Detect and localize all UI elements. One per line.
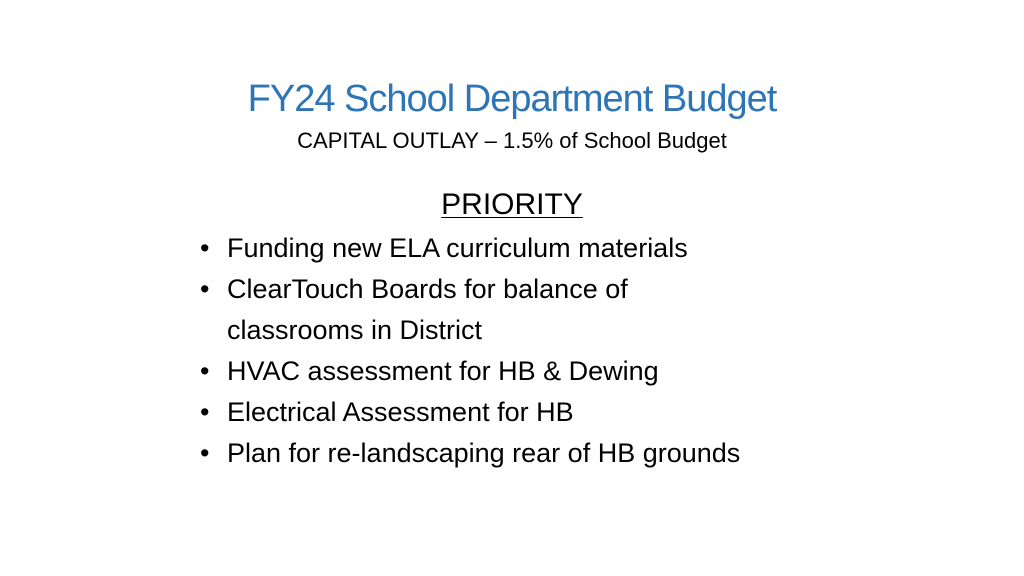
list-item-text: Electrical Assessment for HB [227, 397, 574, 427]
slide-title: FY24 School Department Budget [247, 78, 777, 120]
list-item [200, 228, 840, 269]
bullet-icon: • [200, 397, 210, 427]
bullet-icon: • [200, 356, 210, 386]
list-item-text: HVAC assessment for HB & Dewing [227, 356, 659, 386]
list-item-text: Plan for re-landscaping rear of HB grounds [227, 438, 741, 468]
section-heading: PRIORITY [441, 188, 583, 221]
list-item-text: ClearTouch Boards for balance of classrooms in District [227, 274, 628, 345]
list-item [200, 269, 697, 351]
bullet-icon: • [200, 274, 210, 304]
list-item [200, 351, 840, 392]
list-item [200, 392, 840, 433]
list-item-text: Funding new ELA curriculum materials [227, 233, 688, 263]
bullet-icon: • [200, 233, 210, 263]
list-item [200, 433, 840, 474]
priority-list [200, 228, 840, 474]
bullet-icon: • [200, 438, 210, 468]
slide-subtitle: CAPITAL OUTLAY – 1.5% of School Budget [297, 128, 727, 153]
